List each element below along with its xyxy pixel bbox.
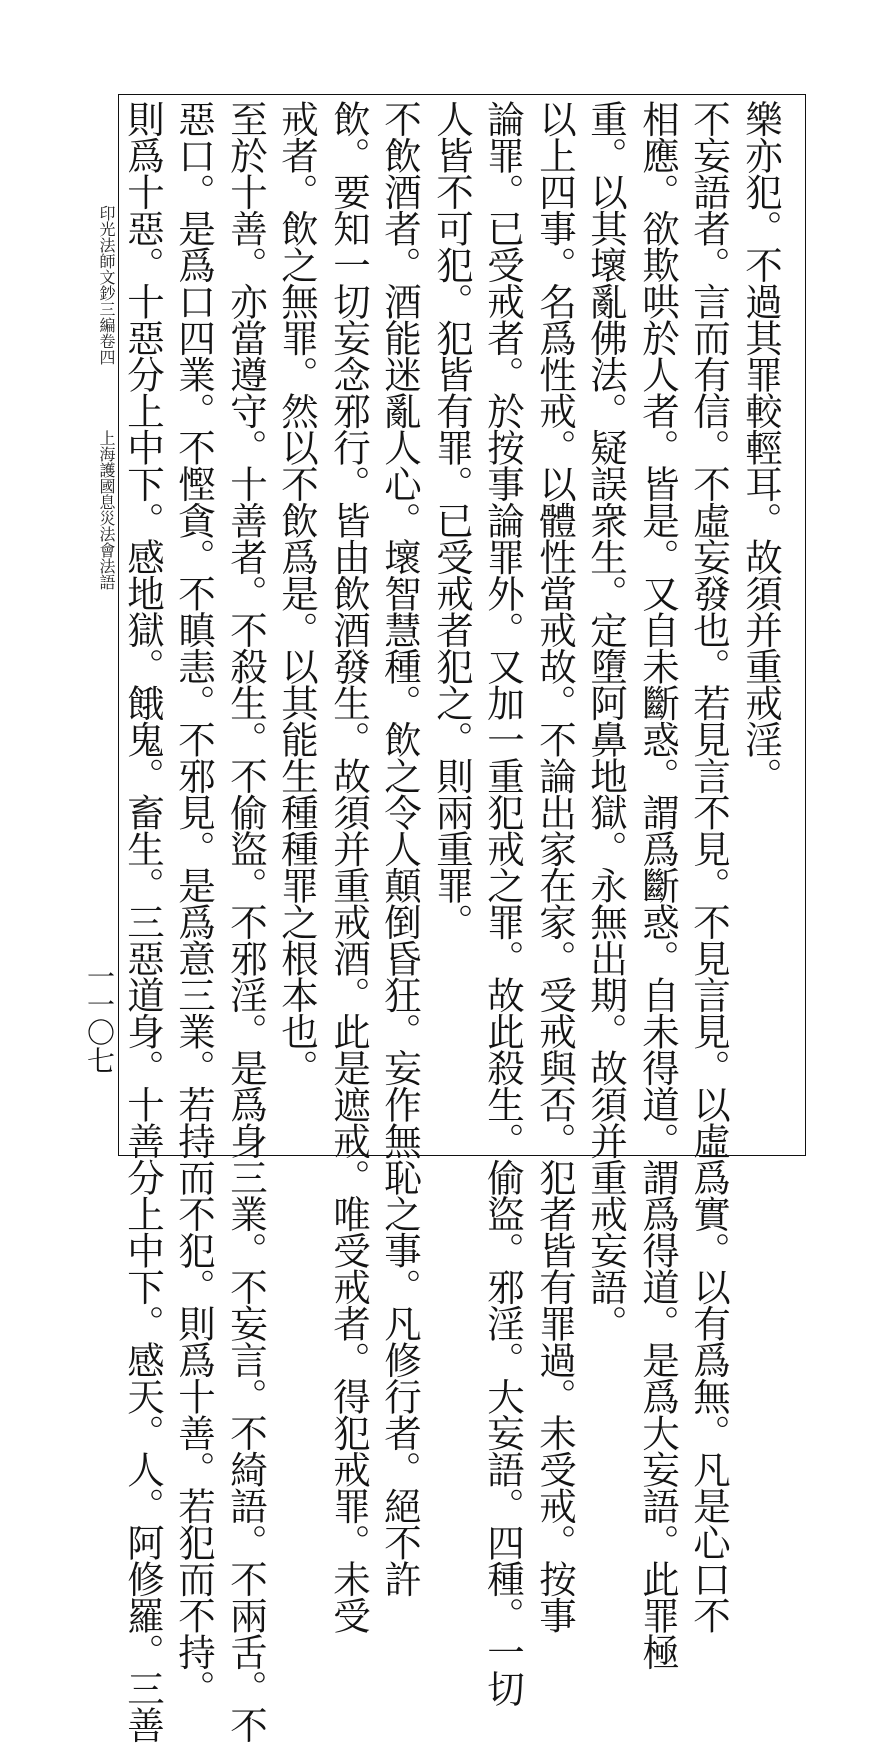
- text-column-3: 相應。欲欺哄於人者。皆是。又自未斷惑。謂爲斷惑。自未得道。謂爲得道。是爲大妄語。此罪極: [636, 100, 680, 1670]
- text-column-5: 以上四事。名爲性戒。以體性當戒故。不論出家在家。受戒與否。犯者皆有罪過。未受戒。按事: [533, 100, 577, 1633]
- text-column-12: 惡口。是爲口四業。不慳貪。不瞋恚。不邪見。是爲意三業。若持而不犯。則爲十善。若犯而不持。: [172, 100, 216, 1706]
- text-column-11: 至於十善。亦當遵守。十善者。不殺生。不偷盜。不邪淫。是爲身三業。不妄言。不綺語。不兩舌。不: [224, 100, 268, 1743]
- book-title: 印光法師文鈔三編卷四: [97, 205, 116, 365]
- text-column-6: 論罪。已受戒者。於按事論罪外。又加一重犯戒之罪。故此殺生。偷盜。邪淫。大妄語。四種。一切: [481, 100, 525, 1706]
- text-column-2: 不妄語者。言而有信。不虛妄發也。若見言不見。不見言見。以虛爲實。以有爲無。凡是心口不: [687, 100, 731, 1633]
- text-column-9: 飲。要知一切妄念邪行。皆由飲酒發生。故須并重戒酒。此是遮戒。唯受戒者。得犯戒罪。未受: [327, 100, 371, 1633]
- text-column-4: 重。以其壞亂佛法。疑誤衆生。定墮阿鼻地獄。永無出期。故須并重戒妄語。: [584, 100, 628, 1341]
- text-column-7: 人皆不可犯。犯皆有罪。已受戒者犯之。則兩重罪。: [430, 100, 474, 940]
- section-title: 上海護國息災法會法語: [97, 430, 116, 590]
- page-number: 一一〇七: [83, 962, 116, 1074]
- text-column-10: 戒者。飲之無罪。然以不飲爲是。以其能生種種罪之根本也。: [275, 100, 319, 1086]
- text-column-8: 不飲酒者。酒能迷亂人心。壞智慧種。飲之令人顛倒昏狂。妄作無恥之事。凡修行者。絕不許: [378, 100, 422, 1597]
- text-column-1: 樂亦犯。不過其罪較輕耳。故須并重戒淫。: [739, 100, 783, 794]
- text-column-13: 則爲十惡。十惡分上中下。感地獄。餓鬼。畜生。三惡道身。十善分上中下。感天。人。阿修羅。三善: [121, 100, 165, 1743]
